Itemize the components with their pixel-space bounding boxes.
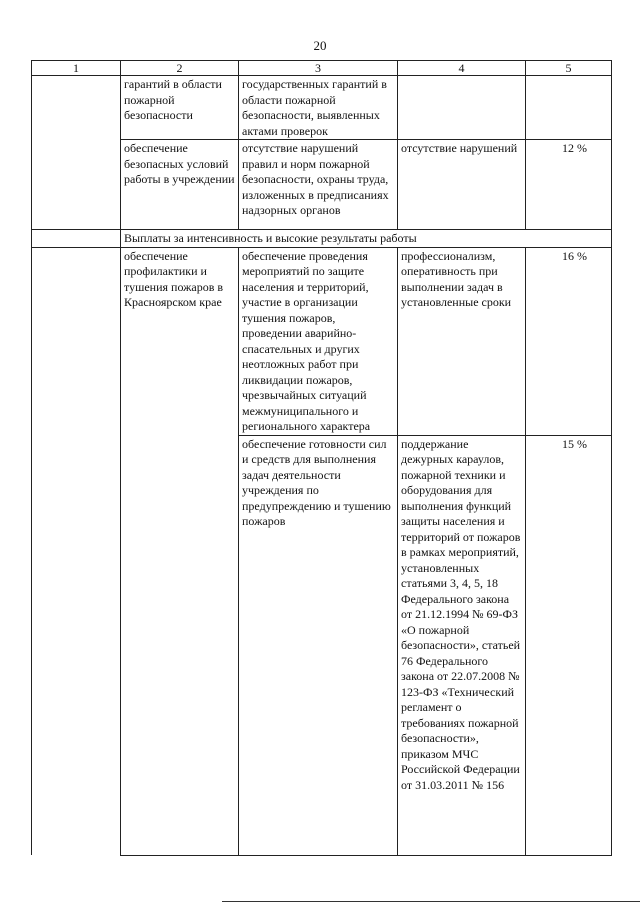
criterion-name-cell — [32, 76, 121, 230]
indicator-cell: обеспечение безопасных условий работы в учреждении — [121, 140, 239, 230]
page-number: 20 — [313, 38, 327, 53]
criteria-table — [31, 60, 612, 856]
percent-cell: 12 % — [526, 140, 612, 230]
indicator-cell: гарантий в области пожарной безопасности — [121, 76, 239, 140]
bottom-rule — [222, 901, 640, 902]
evaluation-cell: профессионализм, оперативность при выполнении задач в установленные сроки — [398, 247, 526, 435]
header-col-1: 1 — [32, 61, 121, 76]
header-col-3: 3 — [239, 61, 398, 76]
condition-cell: государственных гарантий в области пожарной безопасности, выявленных актами проверок — [239, 76, 398, 140]
evaluation-cell: поддержание дежурных караулов, пожарной техники и оборудования для выполнения функций защиты населения и территорий от пожаров в рамках мероприятий, установленных статьями 3, 4, 5, 18 Федерального закона от 21.12.1994 № 69-ФЗ «О пожарной безопасности», статьей 76 Федерального закона от 22.07.2008 № 123-ФЗ «Технический регламент о требованиях пожарной безопасности», приказом МЧС Российской Федерации от 31.03.2011 № 156 — [398, 435, 526, 855]
criterion-name-cell — [32, 247, 121, 855]
indicator-cell: обеспечение профилактики и тушения пожаров в Красноярском крае — [121, 247, 239, 855]
condition-cell: обеспечение готовности сил и средств для выполнения задач деятельности учреждения по предупреждению и тушению пожаров — [239, 435, 398, 855]
header-col-2: 2 — [121, 61, 239, 76]
table-row — [32, 76, 612, 140]
section-row — [32, 230, 612, 248]
table-row — [32, 247, 612, 435]
condition-cell: обеспечение проведения мероприятий по защите населения и территорий, участие в организации тушения пожаров, проведении аварийно-спасательных и других неотложных работ при ликвидации пожаров, чрезвычайных ситуаций межмуниципального и регионального характера — [239, 247, 398, 435]
section-title: Выплаты за интенсивность и высокие результаты работы — [121, 230, 612, 248]
evaluation-cell: отсутствие нарушений — [398, 140, 526, 230]
percent-cell — [526, 76, 612, 140]
table-header-row — [32, 61, 612, 76]
header-col-5: 5 — [526, 61, 612, 76]
percent-cell: 16 % — [526, 247, 612, 435]
header-col-4: 4 — [398, 61, 526, 76]
condition-cell: отсутствие нарушений правил и норм пожарной безопасности, охраны труда, изложенных в предписаниях надзорных органов — [239, 140, 398, 230]
section-spacer-cell — [32, 230, 121, 248]
percent-cell: 15 % — [526, 435, 612, 855]
evaluation-cell — [398, 76, 526, 140]
